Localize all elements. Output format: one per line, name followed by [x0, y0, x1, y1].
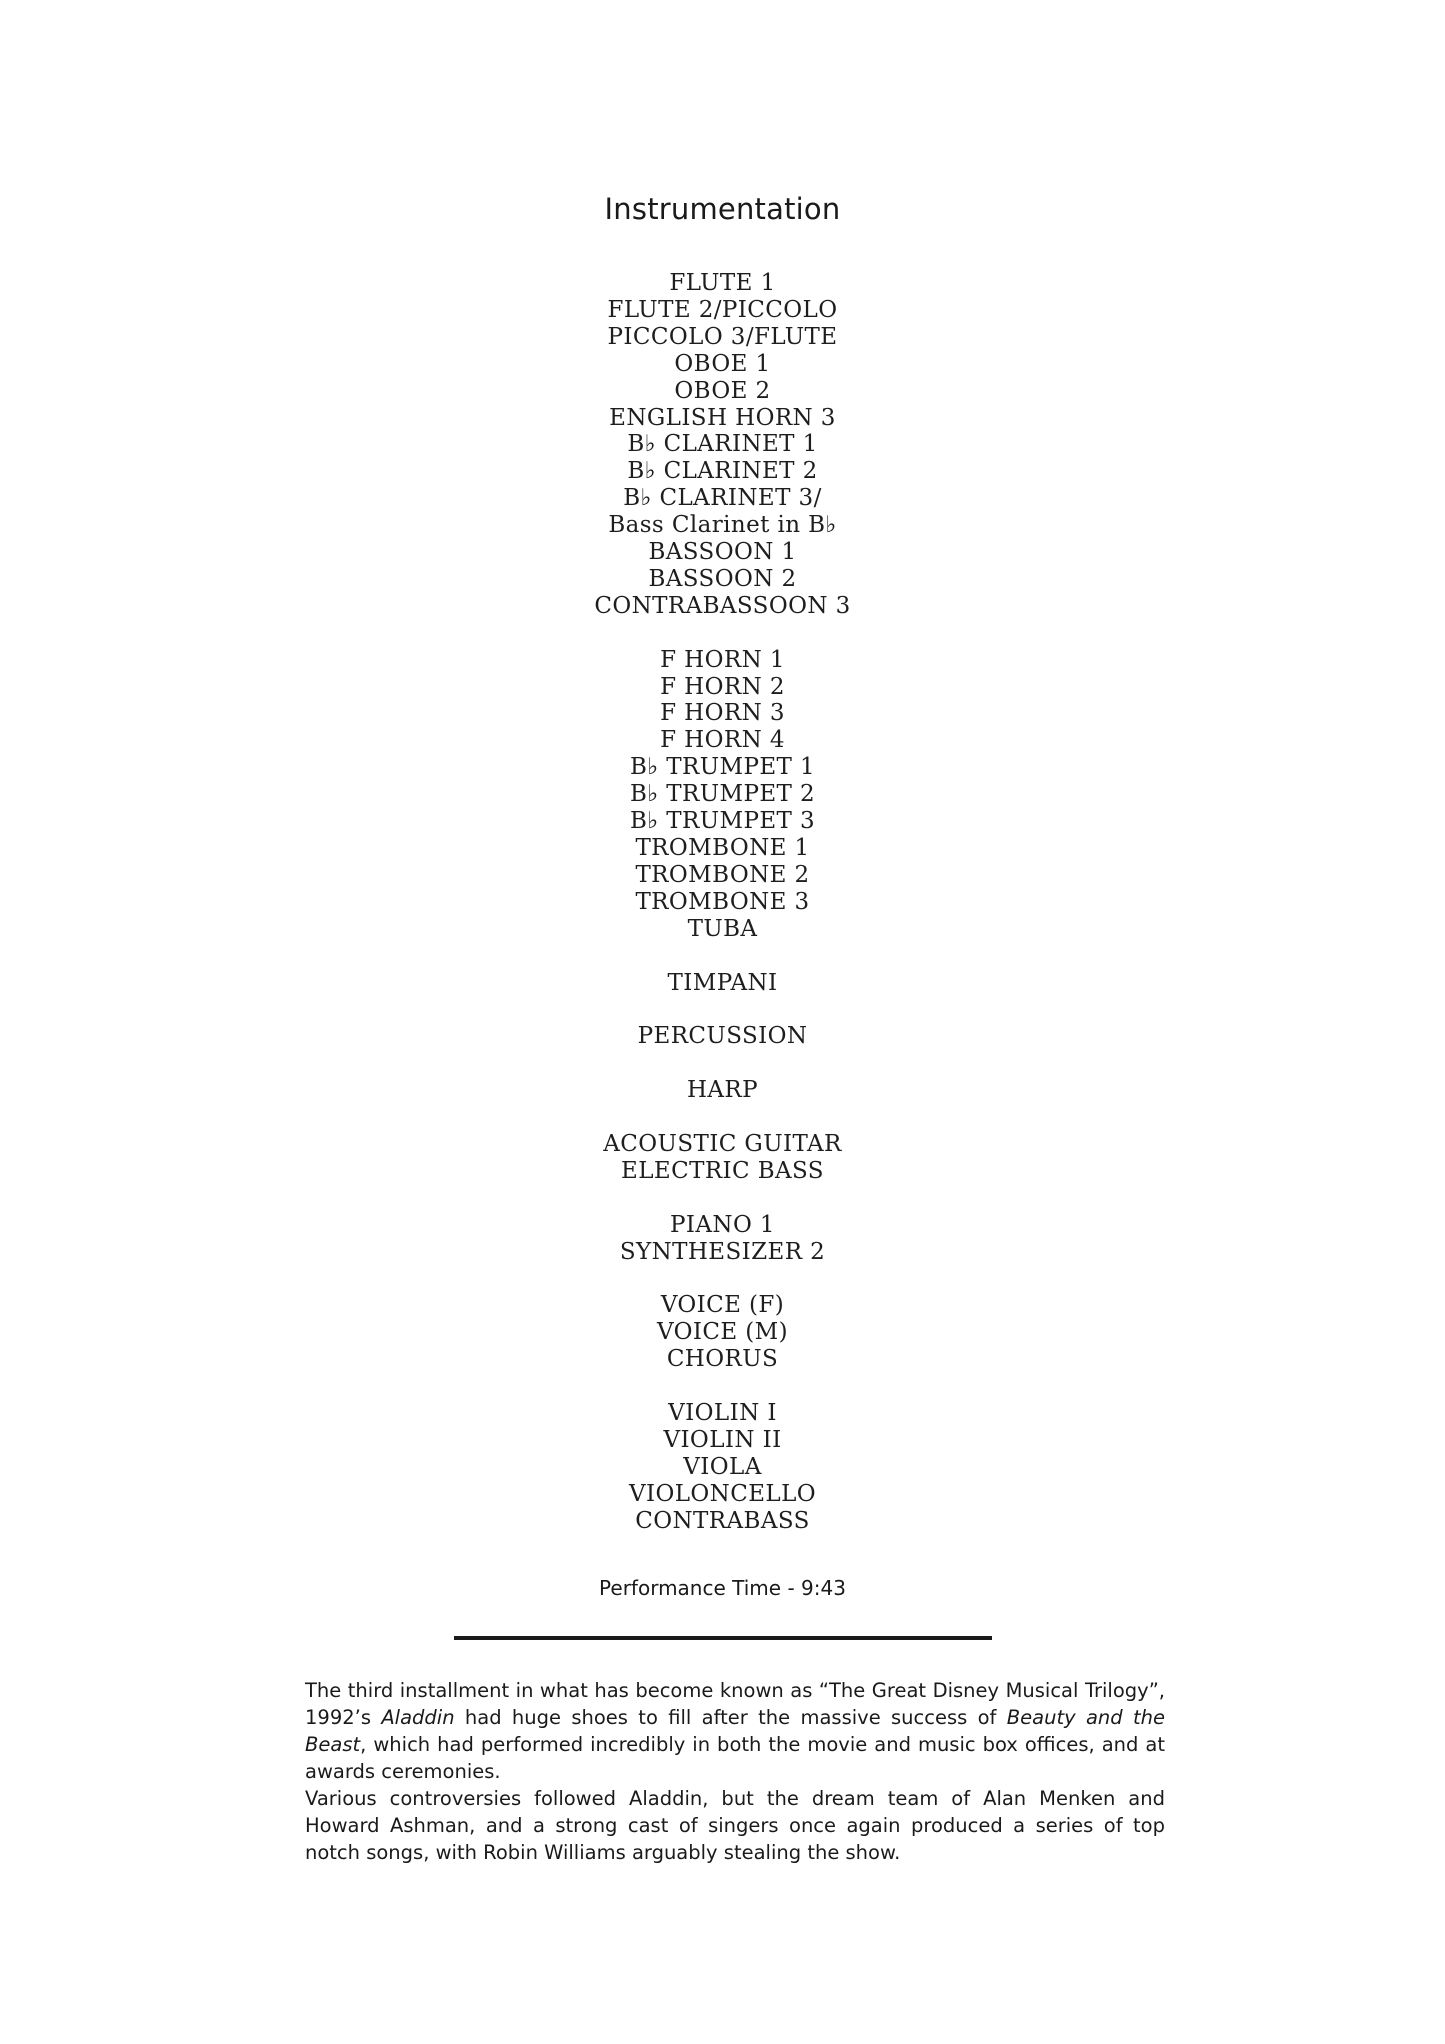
instrument-group	[0, 970, 1445, 997]
instrument-item: ACOUSTIC GUITAR	[603, 1130, 842, 1157]
instrument-group	[0, 1023, 1445, 1050]
instrument-group	[0, 270, 1445, 620]
instrument-item: VIOLIN II	[663, 1426, 782, 1453]
instrument-item: TROMBONE 3	[635, 888, 810, 915]
program-notes-paragraph-1	[305, 1677, 1165, 1785]
instrument-item: CHORUS	[666, 1346, 779, 1373]
instrument-item: BASSOON 2	[648, 565, 797, 592]
instrument-item: ELECTRIC BASS	[621, 1157, 824, 1184]
instrument-item: CONTRABASS	[635, 1507, 810, 1534]
program-notes-paragraph-2: Various controversies followed Aladdin, but the dream team of Alan Menken and Howard Ashman, and a strong cast of singers once again produced a series of top notch songs, with Robin Williams arguably stealing the show.	[305, 1787, 1165, 1864]
instrument-group	[0, 1292, 1445, 1373]
notes-text: The third installment in what has become known as “The Great Disney Musical Trilogy”, 1992’s	[305, 1679, 1165, 1729]
instrument-item: F HORN 4	[660, 727, 785, 754]
instrument-item: PERCUSSION	[637, 1023, 808, 1050]
divider-rule	[454, 1636, 992, 1640]
film-title-aladdin: Aladdin	[381, 1706, 455, 1729]
instrument-item: HARP	[686, 1077, 759, 1104]
instrument-item: B♭ CLARINET 1	[627, 431, 818, 458]
instrument-item: TIMPANI	[667, 969, 778, 996]
instrument-item: PIANO 1	[670, 1211, 775, 1238]
instrument-group	[0, 1077, 1445, 1104]
instrument-item: CONTRABASSOON 3	[594, 592, 851, 619]
instrument-item: B♭ TRUMPET 3	[629, 808, 815, 835]
instrument-item: VIOLA	[683, 1453, 762, 1480]
instrument-item: B♭ CLARINET 2	[627, 458, 818, 485]
instrument-item: F HORN 1	[660, 646, 785, 673]
instrument-item: TROMBONE 1	[635, 835, 810, 862]
instrument-item: VIOLIN I	[668, 1399, 777, 1426]
film-title-beauty-and-the-beast: Beauty and the Beast	[305, 1706, 1165, 1756]
instrument-item: TROMBONE 2	[635, 861, 810, 888]
instrument-item: ENGLISH HORN 3	[609, 404, 836, 431]
instrument-item: Bass Clarinet in B♭	[608, 512, 837, 539]
instrument-item: OBOE 1	[674, 350, 771, 377]
instrument-item: VOICE (M)	[657, 1319, 788, 1346]
instrument-item: VIOLONCELLO	[629, 1480, 816, 1507]
instrument-item: FLUTE 2/PICCOLO	[607, 296, 838, 323]
instrument-item: VOICE (F)	[660, 1292, 785, 1319]
instrument-item: F HORN 2	[660, 673, 785, 700]
instrument-group	[0, 1400, 1445, 1535]
performance-time: Performance Time - 9:43	[599, 1576, 846, 1600]
page-title: Instrumentation	[604, 192, 841, 226]
notes-text: had huge shoes to fill after the massive success of	[454, 1706, 1007, 1729]
instrument-item: B♭ TRUMPET 1	[629, 754, 815, 781]
instrument-group	[0, 647, 1445, 943]
instrument-list	[0, 270, 1445, 1534]
instrument-item: F HORN 3	[660, 700, 785, 727]
instrument-item: BASSOON 1	[648, 539, 797, 566]
instrument-group	[0, 1131, 1445, 1185]
instrument-item: PICCOLO 3/FLUTE	[607, 323, 838, 350]
instrument-item: OBOE 2	[674, 377, 771, 404]
instrument-item: B♭ TRUMPET 2	[629, 781, 815, 808]
instrument-item: SYNTHESIZER 2	[619, 1238, 826, 1265]
instrument-item: TUBA	[687, 915, 758, 942]
instrument-item: FLUTE 1	[669, 270, 776, 296]
program-notes	[305, 1677, 1165, 1866]
notes-text: , which had performed incredibly in both the movie and music box offices, and at awards ceremonies.	[305, 1733, 1165, 1783]
instrument-item: B♭ CLARINET 3/	[623, 485, 822, 512]
instrument-group	[0, 1212, 1445, 1266]
